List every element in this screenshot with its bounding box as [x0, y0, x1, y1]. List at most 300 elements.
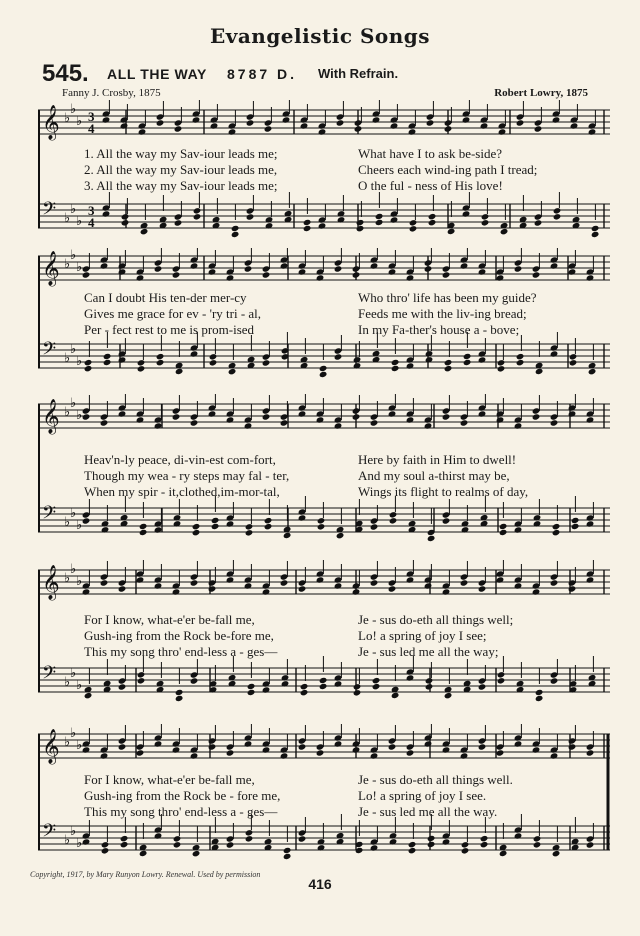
bass-clef-icon: 𝄢	[42, 339, 57, 364]
note-head	[496, 749, 505, 756]
note-head	[154, 582, 163, 589]
note-head	[370, 419, 379, 426]
note-head	[300, 122, 309, 129]
copyright-notice: Copyright, 1917, by Mary Runyon Lowry. Renewal. Used by permission	[30, 870, 261, 879]
note-head	[226, 749, 235, 756]
time-signature: 4	[88, 215, 95, 230]
flat-icon: ♭	[76, 214, 83, 229]
note-head	[550, 350, 559, 357]
note-head	[569, 353, 578, 360]
note-head	[298, 514, 307, 521]
note-head	[372, 677, 381, 684]
music-system	[38, 724, 610, 874]
note-head	[192, 523, 201, 530]
note-head	[424, 740, 433, 747]
note-head	[244, 422, 253, 429]
flat-icon: ♭	[70, 562, 77, 577]
note-head	[496, 274, 505, 281]
note-head	[318, 128, 327, 135]
note-head	[172, 588, 181, 595]
note-head	[406, 362, 415, 369]
note-head	[154, 526, 163, 533]
note-head	[317, 523, 326, 530]
note-head	[514, 265, 523, 272]
note-head	[568, 743, 577, 750]
note-head	[356, 225, 365, 232]
note-head	[444, 125, 453, 132]
note-head	[352, 746, 361, 753]
note-head	[118, 268, 127, 275]
note-head	[497, 671, 506, 678]
note-head	[226, 274, 235, 281]
lyric-left: This my song thro' end-less a - ges—	[84, 804, 278, 819]
note-head	[442, 838, 451, 845]
flat-icon: ♭	[76, 574, 83, 589]
note-head	[209, 353, 218, 360]
note-head	[101, 841, 110, 848]
note-head	[496, 576, 505, 583]
music-system	[38, 100, 610, 252]
note-head	[534, 125, 543, 132]
note-head	[427, 535, 436, 542]
note-head	[552, 523, 561, 530]
bass-clef-icon: 𝄢	[42, 821, 57, 846]
note-head	[298, 743, 307, 750]
note-head	[478, 356, 487, 363]
lyric-line	[38, 452, 610, 468]
flat-icon: ♭	[70, 824, 77, 839]
note-head	[84, 692, 93, 699]
note-head	[121, 219, 130, 226]
note-head	[136, 749, 145, 756]
note-head	[102, 210, 111, 217]
note-head	[496, 416, 505, 423]
note-head	[139, 529, 148, 536]
flat-icon: ♭	[70, 506, 77, 521]
note-head	[300, 683, 309, 690]
note-head	[82, 746, 91, 753]
note-head	[428, 219, 437, 226]
lyric-right: Feeds me with the liv-ing bread;	[358, 306, 527, 321]
note-head	[447, 228, 456, 235]
lyric-left: Gush-ing from the Rock be - fore me,	[84, 788, 281, 803]
flat-icon: ♭	[70, 202, 77, 217]
note-head	[100, 419, 109, 426]
lyric-right: And my soul a-thirst may be,	[358, 468, 510, 483]
note-head	[553, 213, 562, 220]
note-head	[244, 582, 253, 589]
flat-icon: ♭	[64, 111, 71, 126]
note-head	[356, 219, 365, 226]
note-head	[190, 350, 199, 357]
flat-icon: ♭	[70, 248, 77, 263]
note-head	[370, 262, 379, 269]
hymn-title: ALL THE WAY	[107, 66, 207, 82]
note-head	[82, 838, 91, 845]
time-signature: 3	[88, 109, 95, 124]
composer-credit: Robert Lowry, 1875	[494, 87, 588, 99]
note-head	[481, 219, 490, 226]
note-head	[264, 517, 273, 524]
note-head	[406, 416, 415, 423]
treble-clef-icon: 𝄞	[42, 399, 60, 434]
lyric-right: Wings its flight to realms of day,	[358, 484, 529, 499]
note-head	[118, 356, 127, 363]
note-head	[478, 410, 487, 417]
note-head	[514, 526, 523, 533]
flat-icon: ♭	[76, 260, 83, 275]
bass-clef-icon: 𝄢	[42, 503, 57, 528]
note-head	[390, 122, 399, 129]
note-head	[137, 359, 146, 366]
note-head	[120, 841, 129, 848]
lyric-line	[38, 628, 610, 644]
note-head	[140, 228, 149, 235]
note-head	[118, 410, 127, 417]
lyric-line	[38, 484, 610, 500]
lyric-left: For I know, what-e'er be-fall me,	[84, 772, 255, 787]
note-head	[478, 585, 487, 592]
note-head	[228, 128, 237, 135]
note-head	[334, 582, 343, 589]
note-head	[156, 359, 165, 366]
note-head	[303, 219, 312, 226]
lyric-line	[38, 804, 610, 820]
lyric-right: Je - sus do-eth all things well.	[358, 772, 513, 787]
note-head	[283, 853, 292, 860]
note-head	[460, 579, 469, 586]
note-head	[498, 128, 507, 135]
note-head	[406, 576, 415, 583]
note-head	[569, 359, 578, 366]
lyric-line	[38, 306, 610, 322]
note-head	[442, 413, 451, 420]
note-head	[82, 413, 91, 420]
note-head	[425, 683, 434, 690]
note-head	[190, 752, 199, 759]
note-head	[586, 520, 595, 527]
note-head	[478, 743, 487, 750]
note-head	[352, 588, 361, 595]
note-head	[444, 359, 453, 366]
note-head	[231, 225, 240, 232]
note-head	[247, 683, 256, 690]
note-head	[550, 419, 559, 426]
note-head	[353, 689, 362, 696]
lyric-right: Lo! a spring of joy I see;	[358, 628, 487, 643]
note-head	[100, 262, 109, 269]
lyric-left: Though my wea - ry steps may fal - ter,	[84, 468, 290, 483]
note-head	[591, 225, 600, 232]
note-head	[280, 579, 289, 586]
note-head	[334, 422, 343, 429]
lyric-left: Gives me grace for ev - 'ry tri - al,	[84, 306, 262, 321]
note-head	[388, 585, 397, 592]
note-head	[463, 353, 472, 360]
flat-icon: ♭	[64, 257, 71, 272]
note-head	[262, 271, 271, 278]
note-head	[375, 213, 384, 220]
note-head	[192, 529, 201, 536]
note-head	[208, 743, 217, 750]
note-head	[118, 743, 127, 750]
note-head	[137, 677, 146, 684]
lyric-right: In my Fa-ther's house a - bove;	[358, 322, 520, 337]
note-head	[138, 128, 147, 135]
note-head	[319, 371, 328, 378]
note-head	[209, 359, 218, 366]
note-head	[390, 216, 399, 223]
treble-clef-icon: 𝄞	[42, 565, 60, 600]
flat-icon: ♭	[76, 678, 83, 693]
note-head	[298, 835, 307, 842]
note-head	[280, 262, 289, 269]
note-head	[442, 746, 451, 753]
note-head	[388, 268, 397, 275]
note-head	[553, 207, 562, 214]
note-head	[391, 365, 400, 372]
note-head	[532, 271, 541, 278]
note-head	[460, 262, 469, 269]
note-head	[262, 359, 271, 366]
flat-icon: ♭	[64, 351, 71, 366]
lyric-left: Gush-ing from the Rock be-fore me,	[84, 628, 274, 643]
note-head	[442, 271, 451, 278]
note-head	[192, 116, 201, 123]
note-head	[193, 213, 202, 220]
note-head	[586, 416, 595, 423]
note-head	[353, 683, 362, 690]
bass-clef-icon: 𝄢	[42, 199, 57, 224]
note-head	[298, 410, 307, 417]
note-head	[391, 692, 400, 699]
note-head	[586, 841, 595, 848]
lyric-line	[38, 290, 610, 306]
note-head	[534, 219, 543, 226]
note-head	[120, 122, 129, 129]
flat-icon: ♭	[70, 726, 77, 741]
note-head	[262, 686, 271, 693]
note-head	[226, 841, 235, 848]
lyric-right: Who thro' life has been my guide?	[358, 290, 537, 305]
note-head	[154, 832, 163, 839]
note-head	[444, 365, 453, 372]
note-head	[298, 268, 307, 275]
flat-icon: ♭	[64, 515, 71, 530]
note-head	[480, 841, 489, 848]
note-head	[175, 695, 184, 702]
note-head	[586, 576, 595, 583]
time-signature: 3	[88, 203, 95, 218]
note-head	[570, 122, 579, 129]
note-head	[388, 410, 397, 417]
note-head	[319, 677, 328, 684]
note-head	[280, 752, 289, 759]
note-head	[461, 841, 470, 848]
note-head	[463, 359, 472, 366]
note-head	[319, 365, 328, 372]
flat-icon: ♭	[76, 738, 83, 753]
lyric-right: Je - sus do-eth all things well;	[358, 612, 514, 627]
flat-icon: ♭	[76, 836, 83, 851]
note-head	[352, 271, 361, 278]
note-head	[461, 847, 470, 854]
flat-icon: ♭	[70, 396, 77, 411]
note-head	[334, 740, 343, 747]
note-head	[280, 419, 289, 426]
note-head	[427, 835, 436, 842]
note-head	[424, 422, 433, 429]
note-head	[375, 219, 384, 226]
note-head	[175, 368, 184, 375]
note-head	[552, 529, 561, 536]
note-head	[425, 677, 434, 684]
lyric-right: Je - sus led me all the way.	[358, 804, 498, 819]
lyric-line	[38, 322, 610, 338]
note-head	[389, 511, 398, 518]
note-head	[499, 523, 508, 530]
flat-icon: ♭	[70, 342, 77, 357]
note-head	[244, 740, 253, 747]
lyric-left: 2. All the way my Sav-iour leads me,	[84, 162, 278, 177]
note-head	[173, 841, 182, 848]
note-head	[190, 677, 199, 684]
note-head	[442, 588, 451, 595]
note-head	[319, 683, 328, 690]
note-head	[462, 116, 471, 123]
lyric-left: 1. All the way my Sav-iour leads me;	[84, 146, 278, 161]
note-head	[139, 850, 148, 857]
note-head	[497, 359, 506, 366]
note-head	[262, 588, 271, 595]
lyric-line	[38, 644, 610, 660]
note-head	[406, 749, 415, 756]
lyric-line	[38, 178, 610, 194]
note-head	[336, 119, 345, 126]
note-head	[154, 740, 163, 747]
note-head	[262, 413, 271, 420]
note-head	[550, 677, 559, 684]
note-head	[588, 128, 597, 135]
note-head	[228, 368, 237, 375]
lyric-right: Je - sus led me all the way;	[358, 644, 499, 659]
note-head	[121, 213, 130, 220]
note-head	[552, 116, 561, 123]
note-head	[211, 523, 220, 530]
note-head	[316, 416, 325, 423]
note-head	[156, 353, 165, 360]
flat-icon: ♭	[64, 405, 71, 420]
note-head	[300, 689, 309, 696]
note-head	[318, 222, 327, 229]
note-head	[136, 576, 145, 583]
hymn-refrain: With Refrain.	[318, 66, 399, 81]
note-head	[245, 523, 254, 530]
flat-icon: ♭	[76, 114, 83, 129]
note-head	[156, 119, 165, 126]
flat-icon: ♭	[70, 102, 77, 117]
lyric-line	[38, 146, 610, 162]
note-head	[352, 413, 361, 420]
bass-clef-icon: 𝄢	[42, 663, 57, 688]
flat-icon: ♭	[64, 735, 71, 750]
note-head	[535, 368, 544, 375]
note-head	[535, 695, 544, 702]
lyric-left: This my song thro' end-less a - ges—	[84, 644, 278, 659]
note-head	[245, 835, 254, 842]
note-head	[550, 579, 559, 586]
note-head	[336, 532, 345, 539]
note-head	[586, 749, 595, 756]
note-head	[480, 122, 489, 129]
note-head	[424, 265, 433, 272]
treble-clef-icon: 𝄞	[42, 729, 60, 764]
note-head	[550, 752, 559, 759]
note-head	[174, 125, 183, 132]
note-head	[533, 841, 542, 848]
page-number: 416	[308, 876, 332, 892]
note-head	[316, 576, 325, 583]
note-head	[497, 365, 506, 372]
note-head	[154, 265, 163, 272]
note-head	[82, 517, 91, 524]
music-system	[38, 248, 610, 392]
note-head	[245, 829, 254, 836]
lyric-line	[38, 162, 610, 178]
flat-icon: ♭	[64, 571, 71, 586]
section-title: Evangelistic Songs	[209, 24, 431, 48]
note-head	[552, 850, 561, 857]
note-head	[264, 125, 273, 132]
note-head	[190, 579, 199, 586]
note-head	[208, 585, 217, 592]
note-head	[298, 585, 307, 592]
note-head	[173, 835, 182, 842]
lyric-line	[38, 468, 610, 484]
note-head	[588, 368, 597, 375]
note-head	[389, 517, 398, 524]
note-head	[244, 265, 253, 272]
flat-icon: ♭	[64, 211, 71, 226]
note-head	[500, 228, 509, 235]
note-head	[84, 365, 93, 372]
note-head	[514, 740, 523, 747]
note-head	[316, 274, 325, 281]
note-head	[100, 579, 109, 586]
note-head	[231, 231, 240, 238]
note-head	[571, 523, 580, 530]
note-head	[406, 274, 415, 281]
note-head	[226, 416, 235, 423]
note-head	[82, 588, 91, 595]
note-head	[245, 529, 254, 536]
note-head	[586, 274, 595, 281]
note-head	[532, 413, 541, 420]
note-head	[514, 582, 523, 589]
note-head	[334, 265, 343, 272]
note-head	[462, 210, 471, 217]
note-head	[172, 413, 181, 420]
hymn-meter: 8787 D.	[227, 66, 298, 82]
note-head	[190, 262, 199, 269]
note-head	[137, 365, 146, 372]
note-head	[550, 262, 559, 269]
note-head	[208, 410, 217, 417]
note-head	[499, 529, 508, 536]
note-head	[354, 125, 363, 132]
flat-icon: ♭	[64, 675, 71, 690]
note-head	[478, 683, 487, 690]
